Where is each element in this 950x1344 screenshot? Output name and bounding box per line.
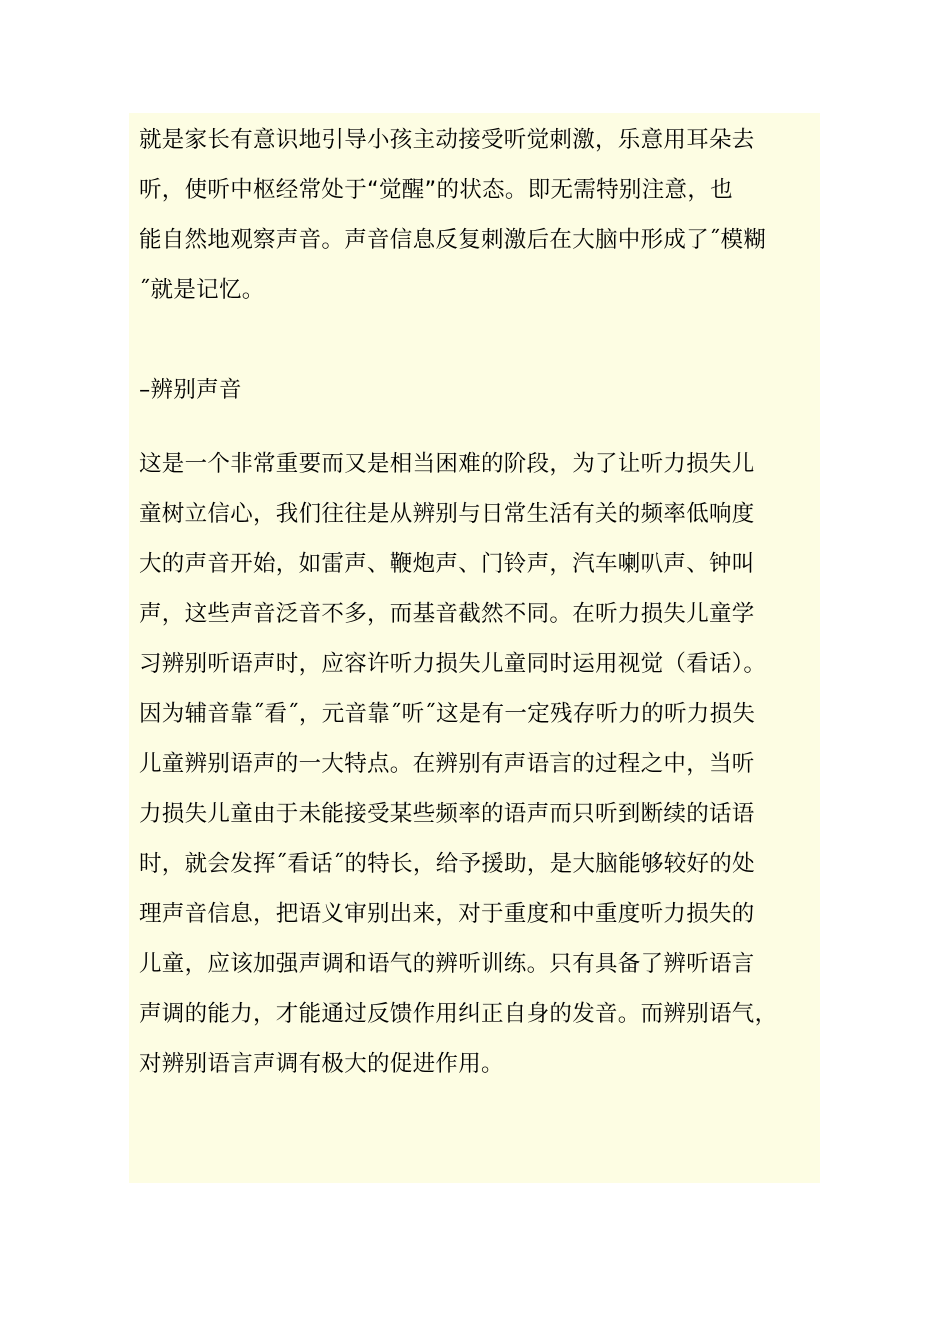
paragraph-memory: [139, 115, 799, 315]
text-line: 时，就会发挥˝看话˝的特长，给予援助，是大脑能够较好的处: [139, 851, 755, 877]
text-line: ˝就是记忆。: [139, 277, 265, 303]
text-line: 童树立信心，我们往往是从辨别与日常生活有关的频率低响度: [139, 501, 755, 527]
paragraph-sound-discrimination: [139, 439, 799, 1089]
text-line: 对辨别语言声调有极大的促进作用。: [139, 1051, 504, 1077]
text-line: 能自然地观察声音。声音信息反复刺激后在大脑中形成了˝模糊: [139, 227, 767, 253]
text-line: 力损失儿童由于未能接受某些频率的语声而只听到断续的话语: [139, 801, 755, 827]
text-line: 这是一个非常重要而又是相当困难的阶段，为了让听力损失儿: [139, 451, 755, 477]
text-line: 儿童，应该加强声调和语气的辨听训练。只有具备了辨听语言: [139, 951, 755, 977]
text-line: 儿童辨别语声的一大特点。在辨别有声语言的过程之中，当听: [139, 751, 755, 777]
text-line: 声，这些声音泛音不多，而基音截然不同。在听力损失儿童学: [139, 601, 755, 627]
text-line: 声调的能力，才能通过反馈作用纠正自身的发音。而辨别语气，: [139, 1001, 778, 1027]
text-line: 大的声音开始，如雷声、鞭炮声、门铃声，汽车喇叭声、钟叫: [139, 551, 755, 577]
section-heading: –辨别声音: [139, 377, 242, 403]
text-line: 习辨别听语声时，应容许听力损失儿童同时运用视觉（看话）。: [139, 651, 767, 677]
text-line: 理声音信息，把语义审别出来，对于重度和中重度听力损失的: [139, 901, 755, 927]
text-line: 就是家长有意识地引导小孩主动接受听觉刺激，乐意用耳朵去: [139, 127, 755, 153]
text-line: 听，使听中枢经常处于“觉醒”的状态。即无需特别注意，也: [139, 177, 733, 203]
document-text-block: [129, 113, 820, 1183]
text-line: 因为辅音靠˝看˝，元音靠˝听˝这是有一定残存听力的听力损失: [139, 701, 756, 727]
